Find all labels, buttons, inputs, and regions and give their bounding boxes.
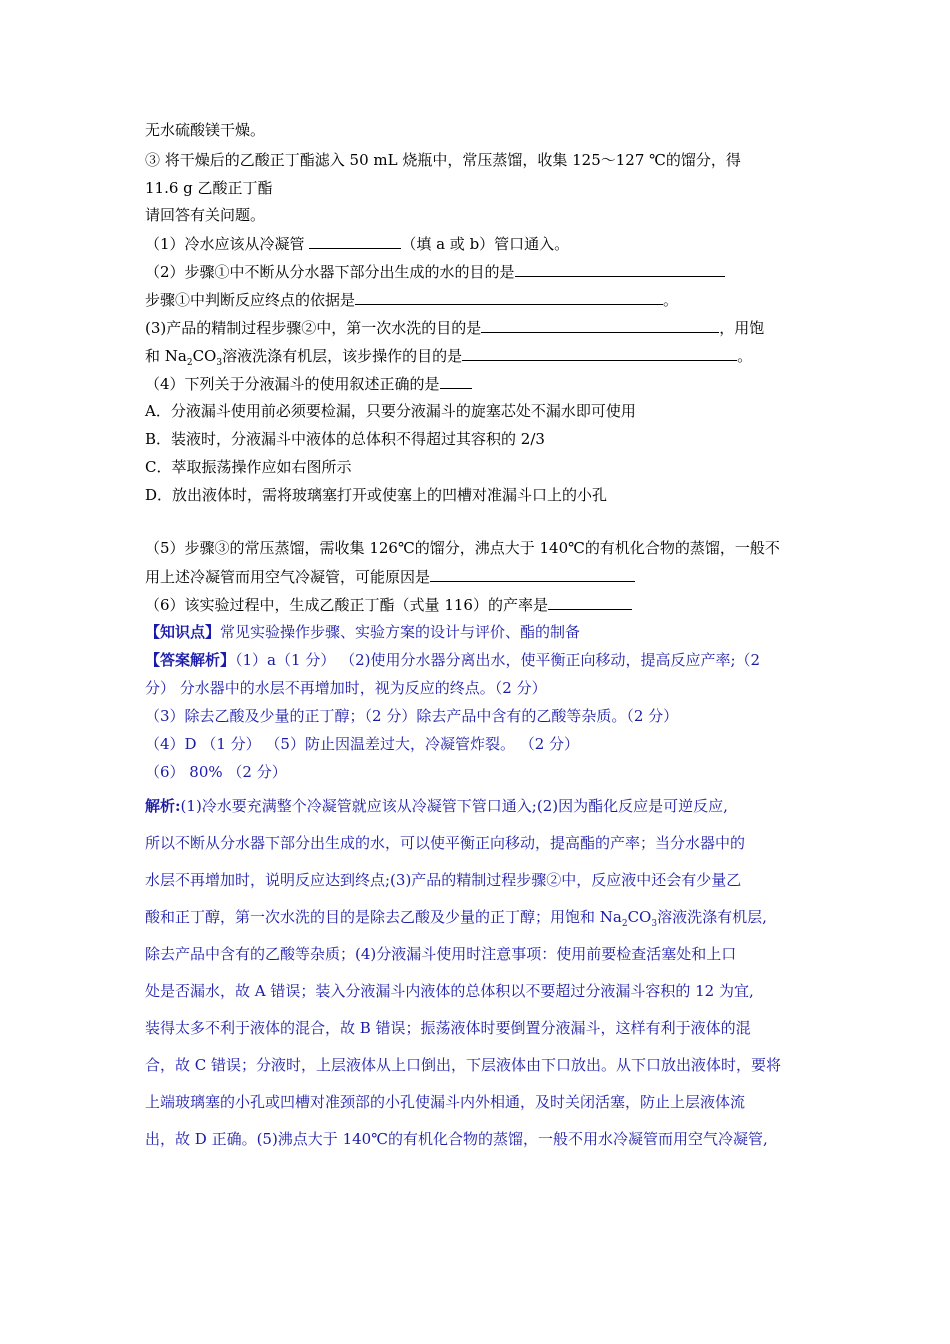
- subscript: 2: [186, 358, 193, 368]
- answer-blank: [355, 289, 663, 305]
- question-text: （填 a 或 b）管口通入。: [401, 235, 570, 253]
- answer-blank: [430, 566, 635, 582]
- knowledge-label: 【知识点】: [145, 623, 221, 641]
- text-line: 11.6 g 乙酸正丁酯: [145, 179, 273, 197]
- question-text: 。: [663, 291, 679, 309]
- question-2: [145, 261, 725, 282]
- answer-blank: [548, 594, 632, 610]
- subscript: 3: [651, 919, 658, 929]
- analysis-line: 装得太多不利于液体的混合，故 B 错误；振荡液体时要倒置分液漏斗，这样有利于液体的混: [145, 1019, 751, 1037]
- question-6: [145, 594, 632, 615]
- analysis-line: 合，故 C 错误；分液时，上层液体从上口倒出，下层液体由下口放出。从下口放出液体时，要将: [145, 1056, 782, 1074]
- question-text: （2）步骤①中不断从分水器下部分出生成的水的目的是: [145, 263, 515, 281]
- analysis-text: 酸和正丁醇，第一次水洗的目的是除去乙酸及少量的正丁醇；用饱和 Na: [145, 908, 622, 926]
- text-line: 无水硫酸镁干燥。: [145, 121, 266, 139]
- question-3: [145, 317, 764, 338]
- option-d: D．放出液体时，需将玻璃塞打开或使塞上的凹槽对准漏斗口上的小孔: [145, 486, 608, 504]
- knowledge-text: 常见实验操作步骤、实验方案的设计与评价、酯的制备: [220, 623, 581, 641]
- question-text: (3)产品的精制过程步骤②中，第一次水洗的目的是: [145, 319, 482, 337]
- answer-label: 【答案解析】: [145, 651, 236, 669]
- analysis-line: 除去产品中含有的乙酸等杂质；(4)分液漏斗使用时注意事项：使用前要检查活塞处和上口: [145, 945, 737, 963]
- question-2-cont: [145, 289, 678, 310]
- question-4: [145, 373, 472, 394]
- question-text: 用上述冷凝管而用空气冷凝管，可能原因是: [145, 568, 431, 586]
- analysis-line: [145, 796, 728, 816]
- question-text: 和 Na: [145, 347, 187, 365]
- question-3-cont: [145, 345, 752, 373]
- answer-line: （6） 80% （2 分）: [145, 763, 287, 781]
- question-text: （1）冷水应该从冷凝管: [145, 235, 310, 253]
- question-5: （5）步骤③的常压蒸馏，需收集 126℃的馏分，沸点大于 140℃的有机化合物的蒸馏，一般不: [145, 539, 780, 557]
- answer-blank: [515, 261, 725, 277]
- question-text: （6）该实验过程中，生成乙酸正丁酯（式量 116）的产率是: [145, 596, 548, 614]
- analysis-line: [145, 907, 767, 934]
- analysis-text: (1)冷水要充满整个冷凝管就应该从冷凝管下管口通入;(2)因为酯化反应是可逆反应,: [180, 797, 728, 815]
- analysis-label: 解析:: [145, 797, 181, 815]
- subscript: 3: [216, 358, 223, 368]
- question-text: （4）下列关于分液漏斗的使用叙述正确的是: [145, 375, 440, 393]
- answer-line: [145, 650, 760, 670]
- analysis-text: CO: [627, 908, 652, 926]
- question-1: [145, 233, 569, 254]
- option-b: B．装液时，分液漏斗中液体的总体积不得超过其容积的 2/3: [145, 430, 545, 448]
- question-5-cont: [145, 566, 635, 587]
- analysis-line: 上端玻璃塞的小孔或凹槽对准颈部的小孔使漏斗内外相通，及时关闭活塞，防止上层液体流: [145, 1093, 746, 1111]
- question-text: CO: [192, 347, 217, 365]
- answer-line: （4）D （1 分） （5）防止因温差过大，冷凝管炸裂。 （2 分）: [145, 735, 580, 753]
- answer-blank: [440, 373, 472, 389]
- answer-line: （3）除去乙酸及少量的正丁醇；（2 分）除去产品中含有的乙酸等杂质。（2 分）: [145, 707, 679, 725]
- subscript: 2: [621, 919, 628, 929]
- answer-blank: [481, 317, 719, 333]
- option-c: C．萃取振荡操作应如右图所示: [145, 458, 352, 476]
- analysis-text: 溶液洗涤有机层,: [657, 908, 767, 926]
- answer-blank: [309, 233, 401, 249]
- answer-line: 分） 分水器中的水层不再增加时，视为反应的终点。（2 分）: [145, 679, 547, 697]
- option-a: A．分液漏斗使用前必须要检漏，只要分液漏斗的旋塞芯处不漏水即可使用: [145, 402, 636, 420]
- analysis-line: 处是否漏水，故 A 错误；装入分液漏斗内液体的总体积以不要超过分液漏斗容积的 12 为宜,: [145, 982, 754, 1000]
- question-text: ，用饱: [719, 319, 765, 337]
- knowledge-point: [145, 622, 580, 642]
- analysis-line: 水层不再增加时，说明反应达到终点;(3)产品的精制过程步骤②中，反应液中还会有少量乙: [145, 871, 742, 889]
- question-text: 溶液洗涤有机层，该步操作的目的是: [222, 347, 463, 365]
- answer-text: （1）a（1 分） （2)使用分水器分离出水，使平衡正向移动，提高反应产率;（2: [235, 651, 761, 669]
- analysis-line: 出，故 D 正确。(5)沸点大于 140℃的有机化合物的蒸馏，一般不用水冷凝管而用空气冷凝管,: [145, 1130, 768, 1148]
- question-text: 。: [737, 347, 753, 365]
- question-text: 步骤①中判断反应终点的依据是: [145, 291, 356, 309]
- analysis-line: 所以不断从分水器下部分出生成的水，可以使平衡正向移动，提高酯的产率；当分水器中的: [145, 834, 746, 852]
- answer-blank: [462, 345, 737, 361]
- text-line: 请回答有关问题。: [145, 206, 266, 224]
- text-line: ③ 将干燥后的乙酸正丁酯滤入 50 mL 烧瓶中，常压蒸馏，收集 125～127 ℃的馏分，得: [145, 151, 741, 169]
